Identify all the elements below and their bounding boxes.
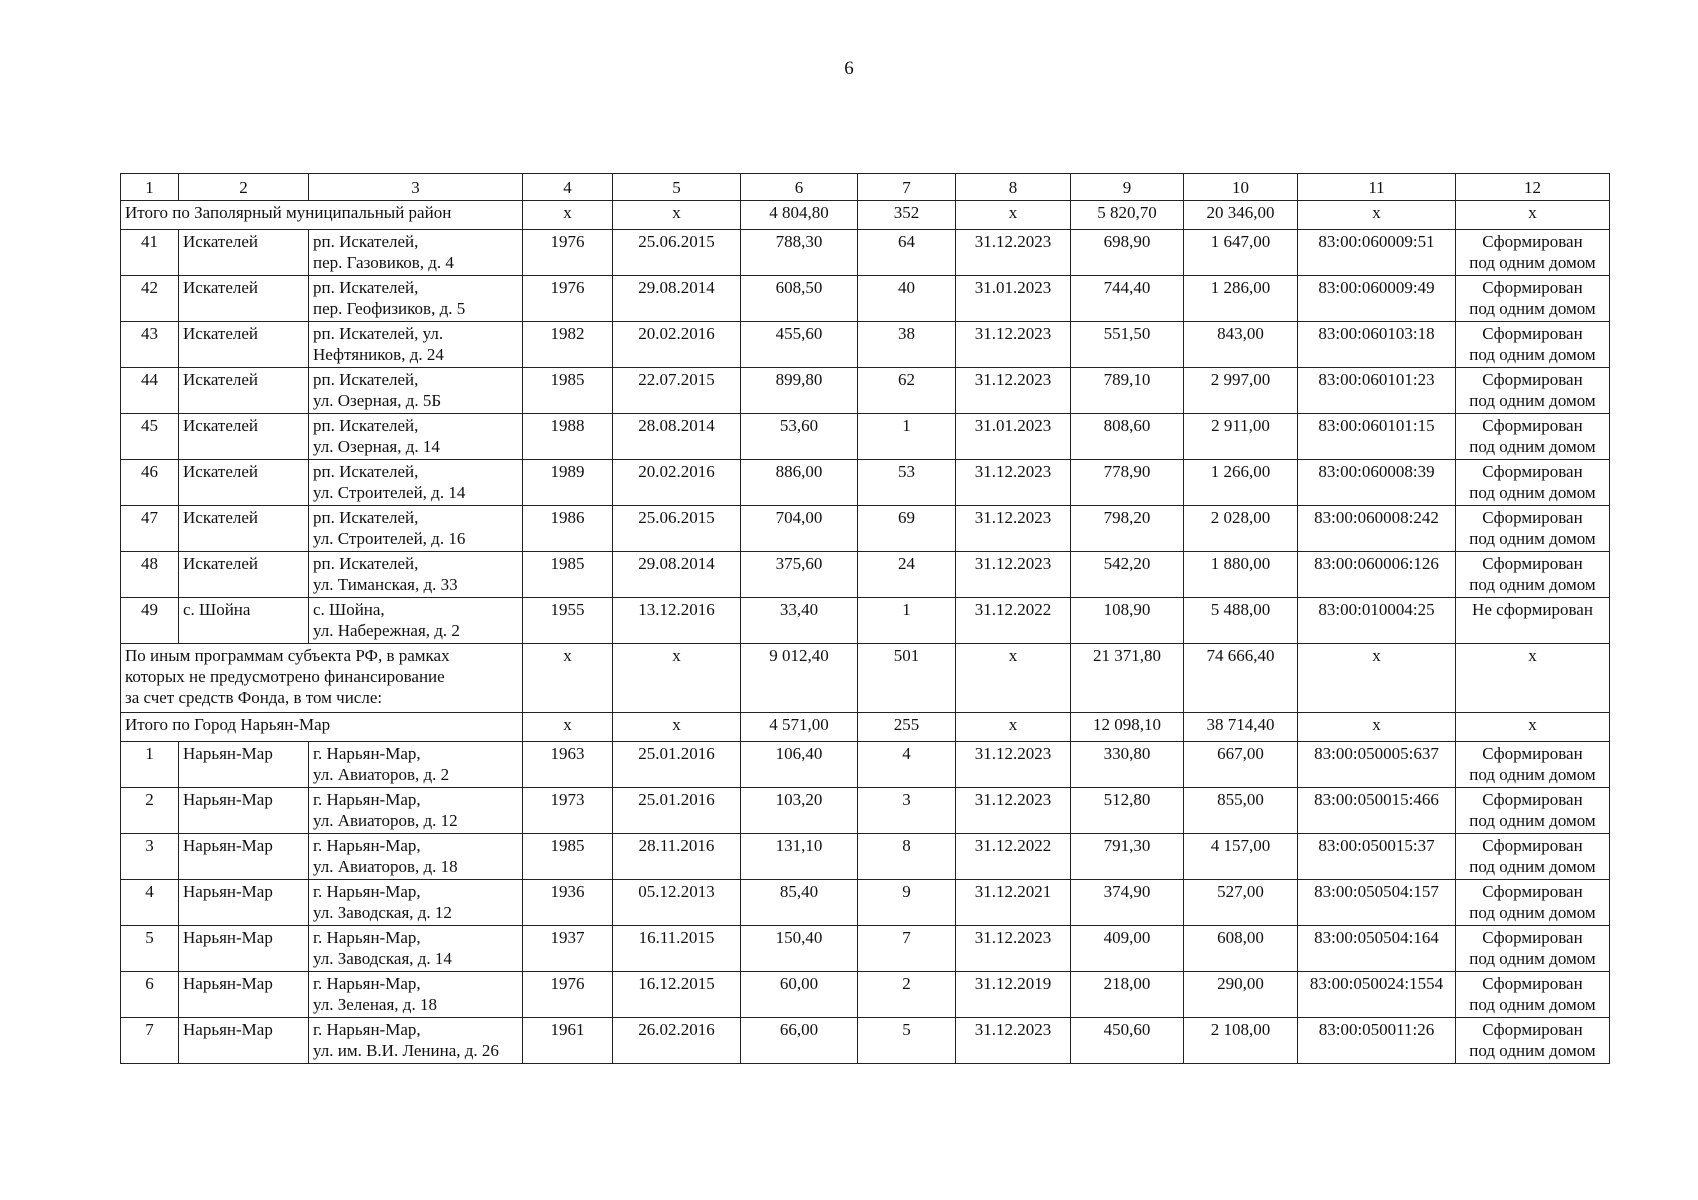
column-number: 2 <box>179 174 309 201</box>
row-number: 42 <box>121 276 179 322</box>
address-cell: г. Нарьян-Мар, ул. Авиаторов, д. 12 <box>309 788 523 834</box>
cost-cell: 2 911,00 <box>1184 414 1298 460</box>
area-cell: 60,00 <box>741 972 858 1018</box>
deadline-cell: 31.12.2019 <box>956 972 1071 1018</box>
cadastre-cell: 83:00:060103:18 <box>1298 322 1456 368</box>
table-row <box>121 788 1610 834</box>
area2-cell: 450,60 <box>1071 1018 1184 1064</box>
area2-cell: 791,30 <box>1071 834 1184 880</box>
summary-value: х <box>613 713 741 742</box>
status-cell: Сформирован под одним домом <box>1456 460 1610 506</box>
summary-value: 4 804,80 <box>741 201 858 230</box>
area-cell: 150,40 <box>741 926 858 972</box>
residents-cell: 53 <box>858 460 956 506</box>
column-number: 4 <box>523 174 613 201</box>
status-cell: Сформирован под одним домом <box>1456 230 1610 276</box>
deadline-cell: 31.12.2022 <box>956 598 1071 644</box>
residents-cell: 3 <box>858 788 956 834</box>
settlement-cell: Искателей <box>179 506 309 552</box>
residents-cell: 38 <box>858 322 956 368</box>
cost-cell: 290,00 <box>1184 972 1298 1018</box>
year-cell: 1976 <box>523 230 613 276</box>
summary-value: 501 <box>858 644 956 713</box>
date-cell: 25.01.2016 <box>613 788 741 834</box>
table-row <box>121 1018 1610 1064</box>
settlement-cell: Искателей <box>179 552 309 598</box>
summary-row <box>121 201 1610 230</box>
area-cell: 608,50 <box>741 276 858 322</box>
status-cell: Сформирован под одним домом <box>1456 322 1610 368</box>
area2-cell: 789,10 <box>1071 368 1184 414</box>
deadline-cell: 31.12.2023 <box>956 322 1071 368</box>
year-cell: 1985 <box>523 368 613 414</box>
summary-value: х <box>1456 644 1610 713</box>
column-number: 12 <box>1456 174 1610 201</box>
table-row <box>121 552 1610 598</box>
area-cell: 886,00 <box>741 460 858 506</box>
area2-cell: 744,40 <box>1071 276 1184 322</box>
date-cell: 28.11.2016 <box>613 834 741 880</box>
cadastre-cell: 83:00:060101:23 <box>1298 368 1456 414</box>
cadastre-cell: 83:00:050011:26 <box>1298 1018 1456 1064</box>
deadline-cell: 31.01.2023 <box>956 414 1071 460</box>
date-cell: 26.02.2016 <box>613 1018 741 1064</box>
year-cell: 1955 <box>523 598 613 644</box>
settlement-cell: Нарьян-Мар <box>179 742 309 788</box>
cost-cell: 1 286,00 <box>1184 276 1298 322</box>
settlement-cell: Искателей <box>179 230 309 276</box>
cost-cell: 2 997,00 <box>1184 368 1298 414</box>
cost-cell: 855,00 <box>1184 788 1298 834</box>
cadastre-cell: 83:00:010004:25 <box>1298 598 1456 644</box>
settlement-cell: Нарьян-Мар <box>179 972 309 1018</box>
table-row <box>121 322 1610 368</box>
deadline-cell: 31.12.2021 <box>956 880 1071 926</box>
year-cell: 1961 <box>523 1018 613 1064</box>
column-number: 11 <box>1298 174 1456 201</box>
cadastre-cell: 83:00:060006:126 <box>1298 552 1456 598</box>
area-cell: 53,60 <box>741 414 858 460</box>
cadastre-cell: 83:00:050504:157 <box>1298 880 1456 926</box>
residents-cell: 24 <box>858 552 956 598</box>
cost-cell: 843,00 <box>1184 322 1298 368</box>
cost-cell: 1 647,00 <box>1184 230 1298 276</box>
area-cell: 704,00 <box>741 506 858 552</box>
date-cell: 22.07.2015 <box>613 368 741 414</box>
housing-table <box>120 173 1610 1064</box>
settlement-cell: Нарьян-Мар <box>179 834 309 880</box>
table-row <box>121 276 1610 322</box>
column-number: 8 <box>956 174 1071 201</box>
deadline-cell: 31.12.2023 <box>956 788 1071 834</box>
settlement-cell: Нарьян-Мар <box>179 880 309 926</box>
area2-cell: 778,90 <box>1071 460 1184 506</box>
address-cell: рп. Искателей, ул. Нефтяников, д. 24 <box>309 322 523 368</box>
summary-value: х <box>523 201 613 230</box>
row-number: 41 <box>121 230 179 276</box>
date-cell: 05.12.2013 <box>613 880 741 926</box>
area-cell: 103,20 <box>741 788 858 834</box>
summary-value: 38 714,40 <box>1184 713 1298 742</box>
summary-label: Итого по Город Нарьян-Мар <box>121 713 523 742</box>
cost-cell: 2 028,00 <box>1184 506 1298 552</box>
area-cell: 33,40 <box>741 598 858 644</box>
summary-value: х <box>1298 713 1456 742</box>
residents-cell: 2 <box>858 972 956 1018</box>
table-body <box>121 174 1610 1064</box>
date-cell: 25.01.2016 <box>613 742 741 788</box>
address-cell: г. Нарьян-Мар, ул. Зеленая, д. 18 <box>309 972 523 1018</box>
residents-cell: 40 <box>858 276 956 322</box>
status-cell: Сформирован под одним домом <box>1456 276 1610 322</box>
status-cell: Сформирован под одним домом <box>1456 788 1610 834</box>
residents-cell: 4 <box>858 742 956 788</box>
summary-value: х <box>1298 644 1456 713</box>
table-row <box>121 972 1610 1018</box>
deadline-cell: 31.01.2023 <box>956 276 1071 322</box>
table-row <box>121 880 1610 926</box>
residents-cell: 69 <box>858 506 956 552</box>
summary-value: 74 666,40 <box>1184 644 1298 713</box>
summary-value: 12 098,10 <box>1071 713 1184 742</box>
residents-cell: 9 <box>858 880 956 926</box>
year-cell: 1989 <box>523 460 613 506</box>
residents-cell: 64 <box>858 230 956 276</box>
deadline-cell: 31.12.2023 <box>956 742 1071 788</box>
table-row <box>121 506 1610 552</box>
settlement-cell: Искателей <box>179 460 309 506</box>
address-cell: рп. Искателей, ул. Строителей, д. 14 <box>309 460 523 506</box>
area2-cell: 108,90 <box>1071 598 1184 644</box>
cadastre-cell: 83:00:060008:39 <box>1298 460 1456 506</box>
date-cell: 29.08.2014 <box>613 276 741 322</box>
deadline-cell: 31.12.2022 <box>956 834 1071 880</box>
settlement-cell: Искателей <box>179 368 309 414</box>
residents-cell: 8 <box>858 834 956 880</box>
area-cell: 131,10 <box>741 834 858 880</box>
column-number: 7 <box>858 174 956 201</box>
summary-value: х <box>1456 201 1610 230</box>
row-number: 4 <box>121 880 179 926</box>
summary-label: Итого по Заполярный муниципальный район <box>121 201 523 230</box>
date-cell: 25.06.2015 <box>613 506 741 552</box>
summary-value: х <box>523 644 613 713</box>
year-cell: 1963 <box>523 742 613 788</box>
year-cell: 1936 <box>523 880 613 926</box>
deadline-cell: 31.12.2023 <box>956 506 1071 552</box>
area-cell: 455,60 <box>741 322 858 368</box>
cost-cell: 5 488,00 <box>1184 598 1298 644</box>
page-number: 6 <box>844 58 854 79</box>
row-number: 6 <box>121 972 179 1018</box>
table-row <box>121 460 1610 506</box>
summary-value: 20 346,00 <box>1184 201 1298 230</box>
cost-cell: 608,00 <box>1184 926 1298 972</box>
address-cell: рп. Искателей, пер. Геофизиков, д. 5 <box>309 276 523 322</box>
summary-value: х <box>523 713 613 742</box>
year-cell: 1986 <box>523 506 613 552</box>
status-cell: Сформирован под одним домом <box>1456 414 1610 460</box>
address-cell: г. Нарьян-Мар, ул. Заводская, д. 12 <box>309 880 523 926</box>
deadline-cell: 31.12.2023 <box>956 368 1071 414</box>
area2-cell: 798,20 <box>1071 506 1184 552</box>
deadline-cell: 31.12.2023 <box>956 1018 1071 1064</box>
table-row <box>121 414 1610 460</box>
cadastre-cell: 83:00:050005:637 <box>1298 742 1456 788</box>
summary-value: х <box>956 644 1071 713</box>
column-number: 9 <box>1071 174 1184 201</box>
status-cell: Сформирован под одним домом <box>1456 926 1610 972</box>
summary-value: х <box>1298 201 1456 230</box>
table-row <box>121 742 1610 788</box>
row-number: 48 <box>121 552 179 598</box>
row-number: 2 <box>121 788 179 834</box>
address-cell: рп. Искателей, ул. Строителей, д. 16 <box>309 506 523 552</box>
area-cell: 85,40 <box>741 880 858 926</box>
cadastre-cell: 83:00:050504:164 <box>1298 926 1456 972</box>
year-cell: 1988 <box>523 414 613 460</box>
cadastre-cell: 83:00:060009:49 <box>1298 276 1456 322</box>
table-row <box>121 834 1610 880</box>
residents-cell: 7 <box>858 926 956 972</box>
row-number: 3 <box>121 834 179 880</box>
summary-label: По иным программам субъекта РФ, в рамках которых не предусмотрено финансирование за счет средств Фонда, в том числе: <box>121 644 523 713</box>
date-cell: 20.02.2016 <box>613 322 741 368</box>
status-cell: Сформирован под одним домом <box>1456 834 1610 880</box>
area-cell: 899,80 <box>741 368 858 414</box>
cost-cell: 4 157,00 <box>1184 834 1298 880</box>
table-row <box>121 368 1610 414</box>
date-cell: 16.12.2015 <box>613 972 741 1018</box>
cost-cell: 2 108,00 <box>1184 1018 1298 1064</box>
column-number: 10 <box>1184 174 1298 201</box>
date-cell: 20.02.2016 <box>613 460 741 506</box>
summary-row <box>121 713 1610 742</box>
table-row <box>121 926 1610 972</box>
row-number: 43 <box>121 322 179 368</box>
summary-value: 5 820,70 <box>1071 201 1184 230</box>
year-cell: 1985 <box>523 834 613 880</box>
date-cell: 29.08.2014 <box>613 552 741 598</box>
summary-value: х <box>613 201 741 230</box>
cadastre-cell: 83:00:050015:466 <box>1298 788 1456 834</box>
program-row <box>121 644 1610 713</box>
summary-value: 352 <box>858 201 956 230</box>
area-cell: 788,30 <box>741 230 858 276</box>
cadastre-cell: 83:00:050024:1554 <box>1298 972 1456 1018</box>
date-cell: 13.12.2016 <box>613 598 741 644</box>
row-number: 45 <box>121 414 179 460</box>
row-number: 49 <box>121 598 179 644</box>
year-cell: 1976 <box>523 972 613 1018</box>
address-cell: рп. Искателей, ул. Озерная, д. 5Б <box>309 368 523 414</box>
status-cell: Сформирован под одним домом <box>1456 742 1610 788</box>
area2-cell: 551,50 <box>1071 322 1184 368</box>
cost-cell: 1 266,00 <box>1184 460 1298 506</box>
year-cell: 1937 <box>523 926 613 972</box>
summary-value: х <box>613 644 741 713</box>
deadline-cell: 31.12.2023 <box>956 230 1071 276</box>
residents-cell: 1 <box>858 598 956 644</box>
address-cell: г. Нарьян-Мар, ул. Заводская, д. 14 <box>309 926 523 972</box>
area2-cell: 374,90 <box>1071 880 1184 926</box>
status-cell: Сформирован под одним домом <box>1456 880 1610 926</box>
cadastre-cell: 83:00:060008:242 <box>1298 506 1456 552</box>
cadastre-cell: 83:00:050015:37 <box>1298 834 1456 880</box>
status-cell: Сформирован под одним домом <box>1456 368 1610 414</box>
year-cell: 1973 <box>523 788 613 834</box>
settlement-cell: Искателей <box>179 276 309 322</box>
column-number: 3 <box>309 174 523 201</box>
address-cell: рп. Искателей, ул. Тиманская, д. 33 <box>309 552 523 598</box>
address-cell: г. Нарьян-Мар, ул. Авиаторов, д. 2 <box>309 742 523 788</box>
area2-cell: 512,80 <box>1071 788 1184 834</box>
summary-value: х <box>956 713 1071 742</box>
summary-value: 255 <box>858 713 956 742</box>
column-number: 5 <box>613 174 741 201</box>
settlement-cell: Нарьян-Мар <box>179 1018 309 1064</box>
area2-cell: 218,00 <box>1071 972 1184 1018</box>
column-number: 1 <box>121 174 179 201</box>
address-cell: рп. Искателей, пер. Газовиков, д. 4 <box>309 230 523 276</box>
deadline-cell: 31.12.2023 <box>956 460 1071 506</box>
summary-value: х <box>956 201 1071 230</box>
column-number-row <box>121 174 1610 201</box>
table-row <box>121 230 1610 276</box>
settlement-cell: Искателей <box>179 322 309 368</box>
cost-cell: 1 880,00 <box>1184 552 1298 598</box>
row-number: 44 <box>121 368 179 414</box>
status-cell: Сформирован под одним домом <box>1456 1018 1610 1064</box>
summary-value: 9 012,40 <box>741 644 858 713</box>
summary-value: 21 371,80 <box>1071 644 1184 713</box>
cost-cell: 527,00 <box>1184 880 1298 926</box>
area2-cell: 409,00 <box>1071 926 1184 972</box>
date-cell: 28.08.2014 <box>613 414 741 460</box>
summary-value: 4 571,00 <box>741 713 858 742</box>
cadastre-cell: 83:00:060101:15 <box>1298 414 1456 460</box>
status-cell: Не сформирован <box>1456 598 1610 644</box>
address-cell: с. Шойна, ул. Набережная, д. 2 <box>309 598 523 644</box>
row-number: 5 <box>121 926 179 972</box>
settlement-cell: Нарьян-Мар <box>179 788 309 834</box>
area-cell: 375,60 <box>741 552 858 598</box>
table-row <box>121 598 1610 644</box>
area-cell: 66,00 <box>741 1018 858 1064</box>
deadline-cell: 31.12.2023 <box>956 926 1071 972</box>
row-number: 47 <box>121 506 179 552</box>
area-cell: 106,40 <box>741 742 858 788</box>
row-number: 46 <box>121 460 179 506</box>
residents-cell: 62 <box>858 368 956 414</box>
row-number: 1 <box>121 742 179 788</box>
settlement-cell: с. Шойна <box>179 598 309 644</box>
cost-cell: 667,00 <box>1184 742 1298 788</box>
address-cell: рп. Искателей, ул. Озерная, д. 14 <box>309 414 523 460</box>
area2-cell: 542,20 <box>1071 552 1184 598</box>
residents-cell: 5 <box>858 1018 956 1064</box>
settlement-cell: Нарьян-Мар <box>179 926 309 972</box>
area2-cell: 330,80 <box>1071 742 1184 788</box>
address-cell: г. Нарьян-Мар, ул. им. В.И. Ленина, д. 26 <box>309 1018 523 1064</box>
status-cell: Сформирован под одним домом <box>1456 552 1610 598</box>
status-cell: Сформирован под одним домом <box>1456 506 1610 552</box>
year-cell: 1982 <box>523 322 613 368</box>
date-cell: 16.11.2015 <box>613 926 741 972</box>
cadastre-cell: 83:00:060009:51 <box>1298 230 1456 276</box>
year-cell: 1976 <box>523 276 613 322</box>
row-number: 7 <box>121 1018 179 1064</box>
year-cell: 1985 <box>523 552 613 598</box>
summary-value: х <box>1456 713 1610 742</box>
column-number: 6 <box>741 174 858 201</box>
deadline-cell: 31.12.2023 <box>956 552 1071 598</box>
date-cell: 25.06.2015 <box>613 230 741 276</box>
area2-cell: 698,90 <box>1071 230 1184 276</box>
settlement-cell: Искателей <box>179 414 309 460</box>
status-cell: Сформирован под одним домом <box>1456 972 1610 1018</box>
address-cell: г. Нарьян-Мар, ул. Авиаторов, д. 18 <box>309 834 523 880</box>
residents-cell: 1 <box>858 414 956 460</box>
area2-cell: 808,60 <box>1071 414 1184 460</box>
